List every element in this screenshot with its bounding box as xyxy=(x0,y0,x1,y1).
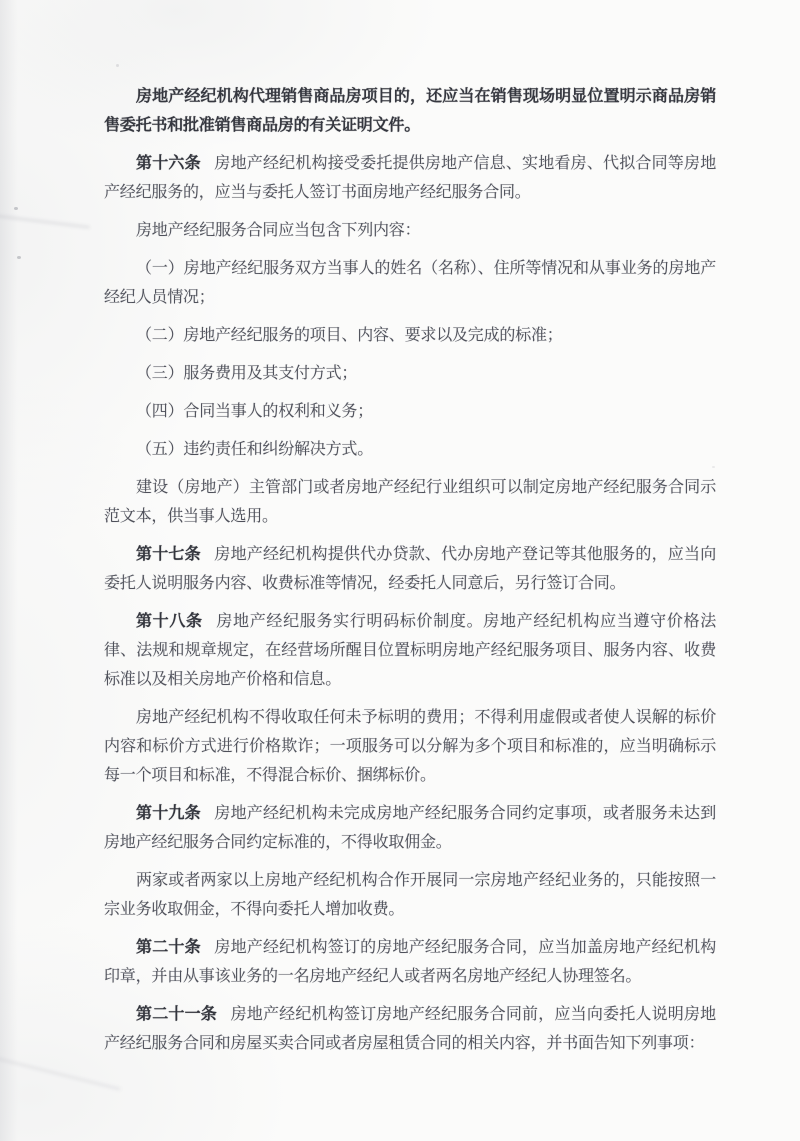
body-paragraph: 房地产经纪机构不得收取任何未予标明的费用；不得利用虚假或者使人误解的标价内容和标价方式进行价格欺诈；一项服务可以分解为多个项目和标准的，应当明确标示每一个项目和标准，不得混合标价、捆绑标价。 xyxy=(104,709,716,784)
scan-speck xyxy=(116,64,119,67)
list-item-paragraph: （五）违约责任和纠纷解决方式。 xyxy=(136,441,374,458)
article-text: 房地产经纪机构签订房地产经纪服务合同前，应当向委托人说明房地产经纪服务合同和房屋买卖合同或者房屋租赁合同的相关内容，并书面告知下列事项： xyxy=(104,1006,716,1052)
article-paragraph xyxy=(104,933,716,991)
article-number: 第十七条 xyxy=(136,546,201,563)
body-paragraph: 房地产经纪服务合同应当包含下列内容： xyxy=(136,222,421,239)
article-number: 第十八条 xyxy=(136,613,203,630)
article-number: 第二十条 xyxy=(136,939,201,956)
body-paragraph: 建设（房地产）主管部门或者房地产经纪行业组织可以制定房地产经纪服务合同示范文本，供当事人选用。 xyxy=(104,479,716,525)
document-page-body xyxy=(104,82,716,1067)
article-number: 第十六条 xyxy=(136,155,201,172)
scan-speck xyxy=(14,207,18,210)
article-text: 房地产经纪机构提供代办贷款、代办房地产登记等其他服务的，应当向委托人说明服务内容、收费标准等情况，经委托人同意后，另行签订合同。 xyxy=(104,546,716,592)
list-item-paragraph: （二）房地产经纪服务的项目、内容、要求以及完成的标准； xyxy=(136,327,563,344)
article-text: 房地产经纪机构未完成房地产经纪服务合同约定事项，或者服务未达到房地产经纪服务合同约定标准的，不得收取佣金。 xyxy=(104,805,716,851)
article-text: 房地产经纪机构签订的房地产经纪服务合同，应当加盖房地产经纪机构印章，并由从事该业务的一名房地产经纪人或者两名房地产经纪人协理签名。 xyxy=(104,939,716,985)
body-paragraph: 两家或者两家以上房地产经纪机构合作开展同一宗房地产经纪业务的，只能按照一宗业务收取佣金，不得向委托人增加收费。 xyxy=(104,872,716,918)
scan-speck xyxy=(17,256,21,259)
article-paragraph xyxy=(104,540,716,598)
scan-streak xyxy=(0,214,90,229)
article-paragraph xyxy=(104,607,716,694)
article-paragraph xyxy=(104,149,716,207)
article-number: 第二十一条 xyxy=(136,1006,217,1023)
article-paragraph xyxy=(104,1000,716,1058)
article-paragraph xyxy=(104,799,716,857)
article-text: 房地产经纪机构接受委托提供房地产信息、实地看房、代拟合同等房地产经纪服务的，应当与委托人签订书面房地产经纪服务合同。 xyxy=(104,155,716,201)
list-item-paragraph: （一）房地产经纪服务双方当事人的姓名（名称）、住所等情况和从事业务的房地产经纪人员情况； xyxy=(104,260,716,306)
article-number: 第十九条 xyxy=(136,805,201,822)
list-item-paragraph: （三）服务费用及其支付方式； xyxy=(136,365,358,382)
list-item-paragraph: （四）合同当事人的权利和义务； xyxy=(136,403,374,420)
article-text: 房地产经纪服务实行明码标价制度。房地产经纪机构应当遵守价格法律、法规和规章规定，在经营场所醒目位置标明房地产经纪服务项目、服务内容、收费标准以及相关房地产价格和信息。 xyxy=(104,613,716,688)
scan-streak xyxy=(0,1056,120,1090)
body-paragraph: 房地产经纪机构代理销售商品房项目的，还应当在销售现场明显位置明示商品房销售委托书和批准销售商品房的有关证明文件。 xyxy=(104,88,716,134)
